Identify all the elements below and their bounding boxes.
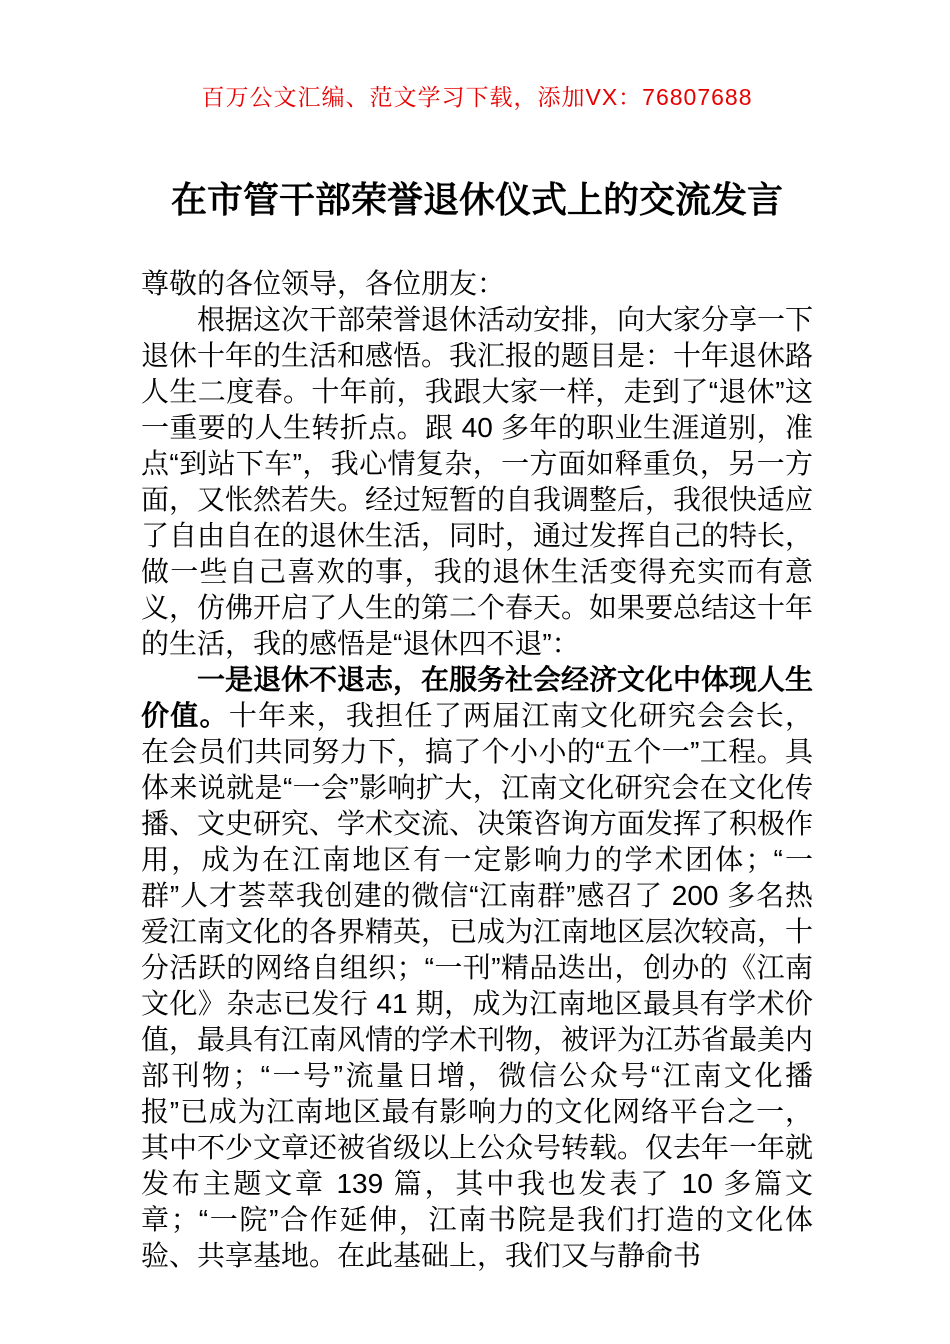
paragraph-point-one-lead: 一是退休不退志，在服务社会经济文化中体现人生价值。 [141, 664, 814, 731]
paragraph-intro: 根据这次干部荣誉退休活动安排，向大家分享一下退休十年的生活和感悟。我汇报的题目是：十年退休路人生二度春。十年前，我跟大家一样，走到了“退休”这一重要的人生转折点。跟 40 多年的职业生涯道别，准点“到站下车”，我心情复杂，一方面如释重负，另一方面，又怅然若失。经过短暂的自我调整后，我很快适应了自由自在的退休生活，同时，通过发挥自己的特长，做一些自己喜欢的事，我的退休生活变得充实而有意义，仿佛开启了人生的第二个春天。如果要总结这十年的生活，我的感悟是“退休四不退”： [141, 304, 814, 659]
document-title: 在市管干部荣誉退休仪式上的交流发言 [170, 179, 783, 220]
paragraph-point-one [141, 662, 813, 1274]
promo-header-text: 百万公文汇编、范文学习下载，添加VX：76807688 [201, 84, 753, 110]
salutation-line: 尊敬的各位领导，各位朋友： [141, 268, 506, 299]
paragraph-point-one-text: 十年来，我担任了两届江南文化研究会会长，在会员们共同努力下，搞了个小小的“五个一”工程。具体来说就是“一会”影响扩大，江南文化研究会在文化传播、文史研究、学术交流、决策咨询方面发挥了积极作用，成为在江南地区有一定影响力的学术团体；“一群”人才荟萃我创建的微信“江南群”感召了 200 多名热爱江南文化的各界精英，已成为江南地区层次较高，十分活跃的网络自组织；“一刊”精品迭出，创办的《江南文化》杂志已发行 41 期，成为江南地区最具有学术价值，最具有江南风情的学术刊物，被评为江苏省最美内部刊物；“一号”流量日增，微信公众号“江南文化播报”已成为江南地区最有影响力的文化网络平台之一，其中不少文章还被省级以上公众号转载。仅去年一年就发布主题文章 139 篇，其中我也发表了 10 多篇文章；“一院”合作延伸，江南书院是我们打造的文化体验、共享基地。在此基础上，我们又与静俞书 [141, 700, 814, 1271]
document-body [141, 266, 813, 1274]
